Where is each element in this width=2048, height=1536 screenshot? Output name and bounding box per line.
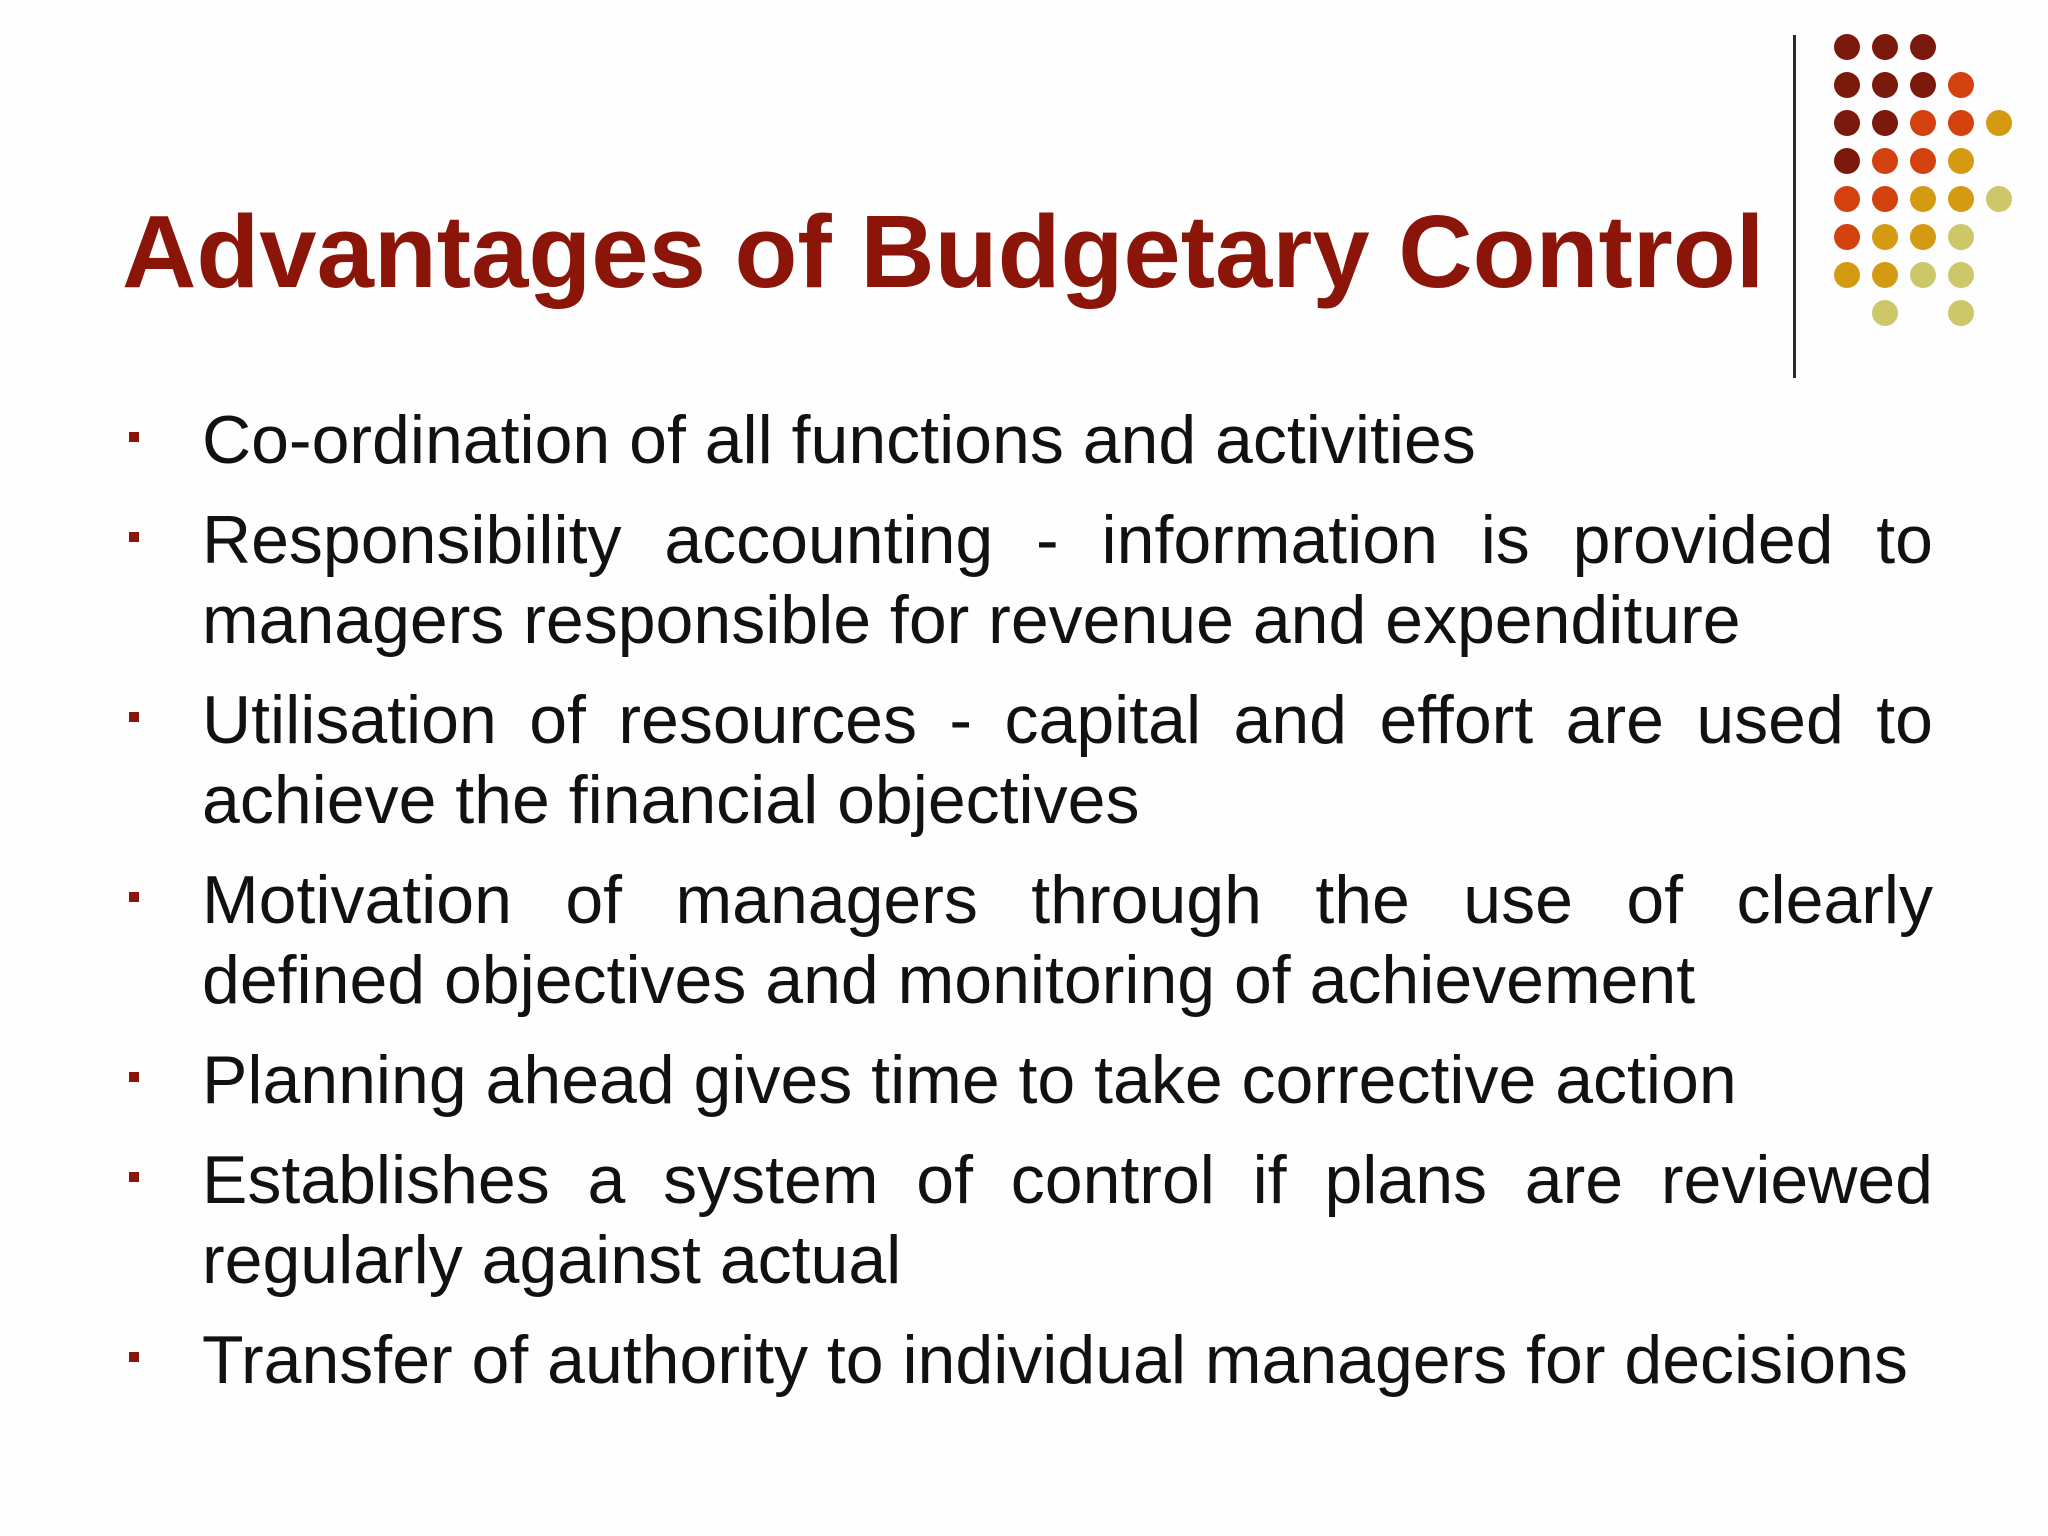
decor-dot bbox=[1872, 186, 1898, 212]
decor-dot bbox=[1910, 262, 1936, 288]
bullet-item bbox=[125, 500, 1933, 660]
decor-dot bbox=[1948, 224, 1974, 250]
decor-dot bbox=[1872, 34, 1898, 60]
square-bullet-icon bbox=[129, 532, 139, 542]
decor-dot bbox=[1872, 224, 1898, 250]
bullet-text: Establishes a system of control if plans are reviewed regularly against actual bbox=[202, 1142, 1933, 1298]
square-bullet-icon bbox=[129, 712, 139, 722]
square-bullet-icon bbox=[129, 1352, 139, 1362]
decor-dot bbox=[1834, 186, 1860, 212]
bullet-item bbox=[125, 400, 1933, 480]
decor-dot bbox=[1910, 110, 1936, 136]
bullet-text: Motivation of managers through the use of clearly defined objectives and monitoring of achievement bbox=[202, 862, 1933, 1018]
decor-dot bbox=[1948, 300, 1974, 326]
decor-dot bbox=[1948, 262, 1974, 288]
decor-dot bbox=[1872, 72, 1898, 98]
bullet-item bbox=[125, 1320, 1933, 1400]
slide-title: Advantages of Budgetary Control bbox=[122, 194, 1765, 309]
bullet-text: Responsibility accounting - information is provided to managers responsible for revenue and expenditure bbox=[202, 502, 1933, 658]
square-bullet-icon bbox=[129, 892, 139, 902]
square-bullet-icon bbox=[129, 1172, 139, 1182]
bullet-text: Co-ordination of all functions and activities bbox=[202, 402, 1476, 478]
decor-dot bbox=[1872, 262, 1898, 288]
square-bullet-icon bbox=[129, 1072, 139, 1082]
bullet-item bbox=[125, 1140, 1933, 1300]
title-divider-line bbox=[1793, 35, 1796, 378]
decor-dot bbox=[1910, 224, 1936, 250]
decor-dot bbox=[1872, 110, 1898, 136]
decor-dot bbox=[1948, 148, 1974, 174]
bullet-item bbox=[125, 1040, 1933, 1120]
decor-dot bbox=[1910, 34, 1936, 60]
decor-dot bbox=[1948, 186, 1974, 212]
bullet-text: Planning ahead gives time to take corrective action bbox=[202, 1042, 1737, 1118]
decor-dot bbox=[1834, 110, 1860, 136]
decor-dot bbox=[1910, 186, 1936, 212]
square-bullet-icon bbox=[129, 432, 139, 442]
bullet-text: Transfer of authority to individual managers for decisions bbox=[202, 1322, 1908, 1398]
bullet-item bbox=[125, 860, 1933, 1020]
bullet-text: Utilisation of resources - capital and effort are used to achieve the financial objectives bbox=[202, 682, 1933, 838]
decor-dot bbox=[1986, 186, 2012, 212]
bullet-item bbox=[125, 680, 1933, 840]
decor-dot bbox=[1910, 72, 1936, 98]
decor-dot bbox=[1834, 34, 1860, 60]
decor-dot bbox=[1834, 262, 1860, 288]
decor-dot bbox=[1948, 110, 1974, 136]
decor-dot bbox=[1834, 224, 1860, 250]
decor-dot bbox=[1872, 300, 1898, 326]
bullet-list bbox=[125, 400, 1933, 1420]
decor-dot bbox=[1872, 148, 1898, 174]
decor-dot bbox=[1834, 148, 1860, 174]
decor-dot bbox=[1986, 110, 2012, 136]
decor-dot bbox=[1834, 72, 1860, 98]
decor-dot bbox=[1910, 148, 1936, 174]
decor-dot bbox=[1948, 72, 1974, 98]
